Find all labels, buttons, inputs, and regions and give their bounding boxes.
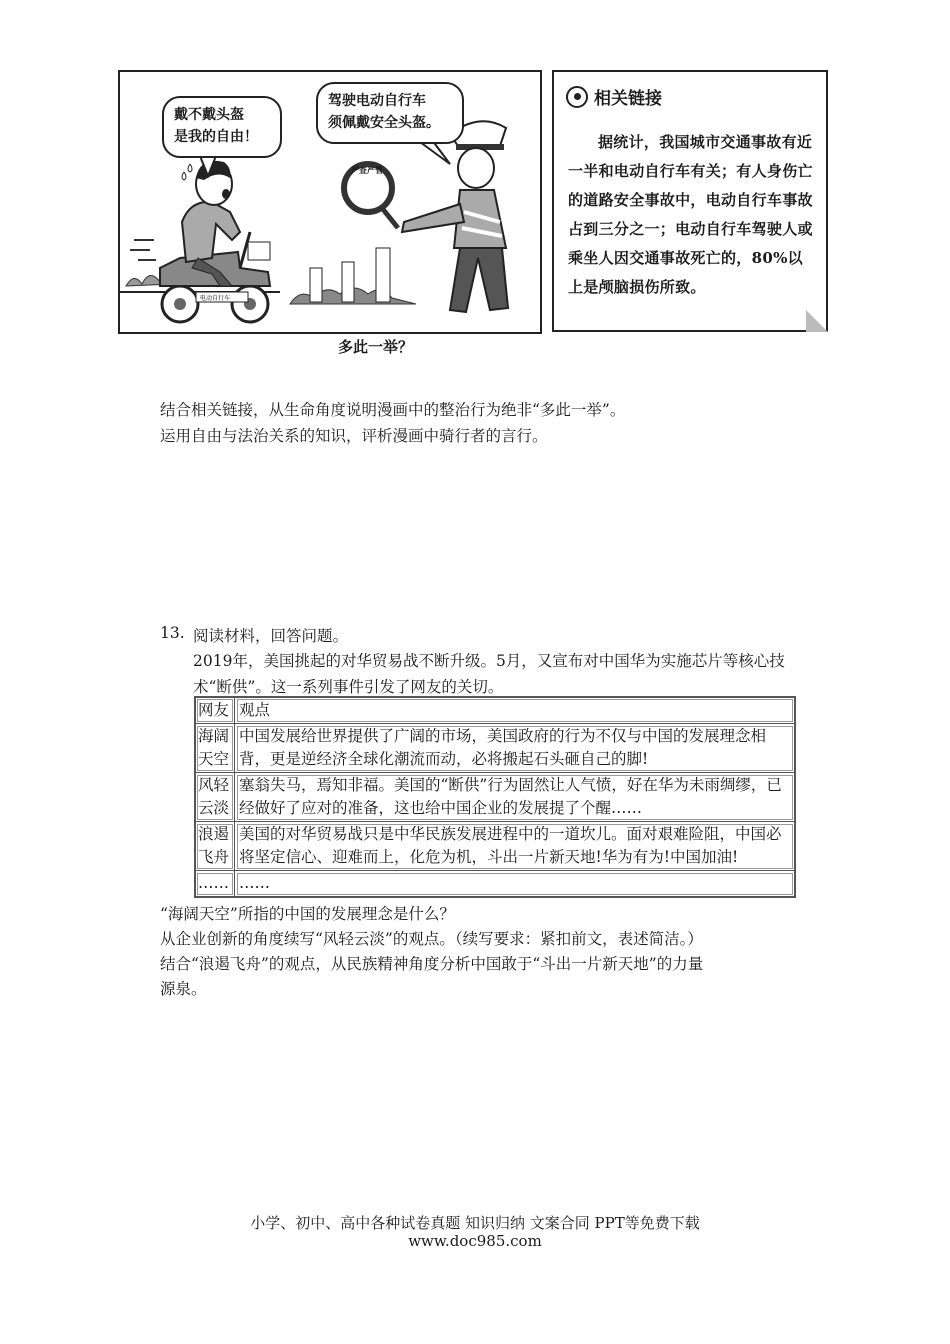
table-header-row — [195, 697, 795, 724]
q13-subquestion-2: 从企业创新的角度续写“风轻云淡”的观点。（续写要求：紧扣前文，表述简洁。） — [160, 930, 703, 948]
table-cell-view: 中国发展给世界提供了广阔的市场，美国政府的行为不仅与中国的发展理念相背，更是逆经济全球化潮流而动，必将搬起石头砸自己的脚! — [235, 724, 796, 773]
related-link-header — [566, 84, 662, 109]
q12-subquestion-1: 结合相关链接，从生命角度说明漫画中的整治行为绝非“多此一举”。 — [160, 401, 626, 419]
sign-text: 严查严管 — [351, 166, 383, 175]
table-cell-user: 海阔天空 — [195, 724, 235, 773]
table-header-view: 观点 — [235, 697, 796, 724]
rider-speech-line2: 是我的自由！ — [174, 129, 258, 145]
q12-subquestion-2: 运用自由与法治关系的知识，评析漫画中骑行者的言行。 — [160, 427, 548, 445]
comic-caption: 多此一举？ — [338, 338, 414, 356]
table-row — [195, 724, 795, 773]
opinions-table — [194, 696, 796, 898]
q13-subquestion-3-line2: 源泉。 — [160, 980, 207, 998]
footer-text: 小学、初中、高中各种试卷真题 知识归纳 文案合同 PPT等免费下载 — [250, 1214, 700, 1232]
table-cell-user: 浪遏飞舟 — [195, 822, 235, 871]
target-icon — [566, 86, 588, 108]
comic-panel — [118, 70, 542, 334]
related-link-body: 据统计，我国城市交通事故有近一半和电动自行车有关；有人身伤亡的道路安全事故中，电动自行车事故占到三分之一；电动自行车驾驶人或乘坐人因交通事故死亡的，80%以上是颅脑损伤所致。 — [568, 133, 813, 296]
q13-number: 13. — [160, 624, 185, 642]
scooter-label: 电动自行车 — [200, 295, 231, 302]
table-row — [195, 822, 795, 871]
table-row — [195, 871, 795, 898]
table-cell-view: 美国的对华贸易战只是中华民族发展进程中的一道坎儿。面对艰难险阻，中国必将坚定信心、迎难而上，化危为机，斗出一片新天地!华为有为!中国加油! — [235, 822, 796, 871]
table-cell-user: …… — [195, 871, 235, 898]
q13-subquestion-1: “海阔天空”所指的中国的发展理念是什么？ — [160, 905, 455, 923]
related-link-panel — [552, 70, 828, 332]
table-cell-view: 塞翁失马，焉知非福。美国的“断供”行为固然让人气愤，好在华为未雨绸缪，已经做好了应对的准备，这也给中国企业的发展提了个醒…… — [235, 773, 796, 822]
police-speech-line2: 须佩戴安全头盔。 — [328, 115, 440, 131]
police-speech-line1: 驾驶电动自行车 — [328, 93, 426, 109]
footer-url: www.doc985.com — [408, 1232, 542, 1250]
q13-material: 2019年，美国挑起的对华贸易战不断升级。5月，又宣布对中国华为实施芯片等核心技术“断供”。这一系列事件引发了网友的关切。 — [193, 652, 785, 696]
police-speech-bubble — [316, 82, 464, 144]
page-fold-corner — [806, 310, 828, 332]
table-cell-user: 风轻云淡 — [195, 773, 235, 822]
table-header-user: 网友 — [195, 697, 235, 724]
q13-subquestion-3-line1: 结合“浪遏飞舟”的观点，从民族精神角度分析中国敢于“斗出一片新天地”的力量 — [160, 955, 704, 973]
table-cell-view: …… — [235, 871, 796, 898]
rider-speech-bubble — [162, 96, 282, 158]
table-row — [195, 773, 795, 822]
rider-speech-line1: 戴不戴头盔 — [174, 107, 244, 123]
comic-figure — [118, 70, 830, 360]
related-link-title: 相关链接 — [594, 89, 662, 109]
q13-prompt: 阅读材料，回答问题。 — [193, 627, 349, 645]
